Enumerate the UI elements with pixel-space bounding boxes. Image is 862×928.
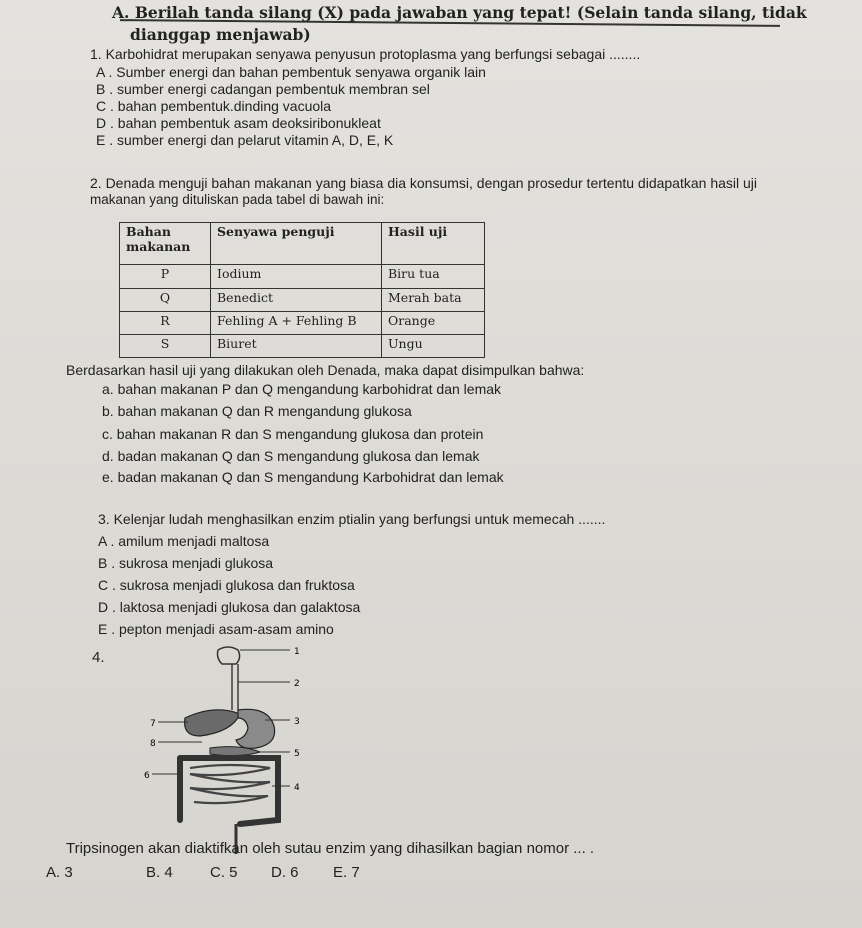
q3-option-c[interactable]: C . sukrosa menjadi glukosa dan fruktosa xyxy=(98,577,355,593)
label-8: 8 xyxy=(150,739,156,749)
label-6: 6 xyxy=(144,771,150,781)
esophagus-shape xyxy=(232,664,238,710)
q4-option-a[interactable]: A. 3 xyxy=(46,864,73,881)
q3-stem: 3. Kelenjar ludah menghasilkan enzim ptialin yang berfungsi untuk memecah ....... xyxy=(98,511,606,527)
q3-option-d[interactable]: D . laktosa menjadi glukosa dan galaktosa xyxy=(98,599,361,615)
table-row xyxy=(120,311,485,334)
q3-option-a[interactable]: A . amilum menjadi maltosa xyxy=(98,533,270,549)
table-header-row xyxy=(120,223,485,265)
table-cell: Fehling A + Fehling B xyxy=(211,311,382,334)
label-1: 1 xyxy=(294,647,300,657)
small-intestine-shape xyxy=(190,765,270,803)
q2-option-a[interactable]: a. bahan makanan P dan Q mengandung karbohidrat dan lemak xyxy=(102,381,502,397)
instruction-line-1: A. Berilah tanda silang (X) pada jawaban yang tepat! (Selain tanda silang, tidak xyxy=(112,3,807,22)
table-header: Bahan makanan xyxy=(120,223,211,265)
q2-stem-line-2: makanan yang dituliskan pada tabel di bawah ini: xyxy=(90,192,385,207)
q2-option-c[interactable]: c. bahan makanan R dan S mengandung glukosa dan protein xyxy=(102,426,484,442)
table-header: Senyawa penguji xyxy=(211,223,382,265)
table-row xyxy=(120,288,485,311)
mouth-shape xyxy=(218,647,240,664)
q1-option-a[interactable]: A . Sumber energi dan bahan pembentuk senyawa organik lain xyxy=(96,64,486,80)
table-cell: Orange xyxy=(382,311,485,334)
q2-option-b[interactable]: b. bahan makanan Q dan R mengandung glukosa xyxy=(102,403,412,419)
table-cell: P xyxy=(120,265,211,288)
table-cell: Iodium xyxy=(211,265,382,288)
table-row xyxy=(120,334,485,357)
label-5: 5 xyxy=(294,749,300,759)
q4-option-c[interactable]: C. 5 xyxy=(210,864,238,881)
label-4: 4 xyxy=(294,783,300,793)
q2-stem-line-1: 2. Denada menguji bahan makanan yang biasa dia konsumsi, dengan prosedur tertentu didapatkan hasil uji xyxy=(90,175,758,191)
table-cell: Ungu xyxy=(382,334,485,357)
q2-conclusion: Berdasarkan hasil uji yang dilakukan oleh Denada, maka dapat disimpulkan bahwa: xyxy=(66,362,585,378)
table-header: Hasil uji xyxy=(382,223,485,265)
q1-option-b[interactable]: B . sumber energi cadangan pembentuk membran sel xyxy=(96,81,430,97)
q2-option-d[interactable]: d. badan makanan Q dan S mengandung glukosa dan lemak xyxy=(102,448,480,464)
q1-option-e[interactable]: E . sumber energi dan pelarut vitamin A, D, E, K xyxy=(96,132,394,148)
stomach-shape xyxy=(236,709,275,748)
q1-option-c[interactable]: C . bahan pembentuk.dinding vacuola xyxy=(96,98,332,114)
q1-stem: 1. Karbohidrat merupakan senyawa penyusun protoplasma yang berfungsi sebagai ........ xyxy=(90,46,641,62)
table-cell: Biuret xyxy=(211,334,382,357)
instruction-line-2: dianggap menjawab) xyxy=(130,25,311,44)
table-cell: S xyxy=(120,334,211,357)
liver-shape xyxy=(185,710,240,736)
q4-option-b[interactable]: B. 4 xyxy=(146,864,173,881)
label-2: 2 xyxy=(294,679,300,689)
label-3: 3 xyxy=(294,717,300,727)
q4-stem: Tripsinogen akan diaktifkan oleh sutau enzim yang dihasilkan bagian nomor ... . xyxy=(66,840,595,857)
table-cell: Q xyxy=(120,288,211,311)
label-7: 7 xyxy=(150,719,156,729)
test-results-table xyxy=(119,222,485,358)
q3-option-b[interactable]: B . sukrosa menjadi glukosa xyxy=(98,555,274,571)
q4-option-e[interactable]: E. 7 xyxy=(333,864,360,881)
table-row xyxy=(120,265,485,288)
table-cell: Merah bata xyxy=(382,288,485,311)
q4-option-d[interactable]: D. 6 xyxy=(271,864,299,881)
table-cell: Benedict xyxy=(211,288,382,311)
q2-option-e[interactable]: e. badan makanan Q dan S mengandung Karbohidrat dan lemak xyxy=(102,469,504,485)
table-cell: R xyxy=(120,311,211,334)
table-cell: Biru tua xyxy=(382,265,485,288)
q1-option-d[interactable]: D . bahan pembentuk asam deoksiribonukleat xyxy=(96,115,381,131)
q4-number: 4. xyxy=(92,649,105,666)
q3-option-e[interactable]: E . pepton menjadi asam-asam amino xyxy=(98,621,334,637)
digestive-system-diagram xyxy=(140,640,320,860)
